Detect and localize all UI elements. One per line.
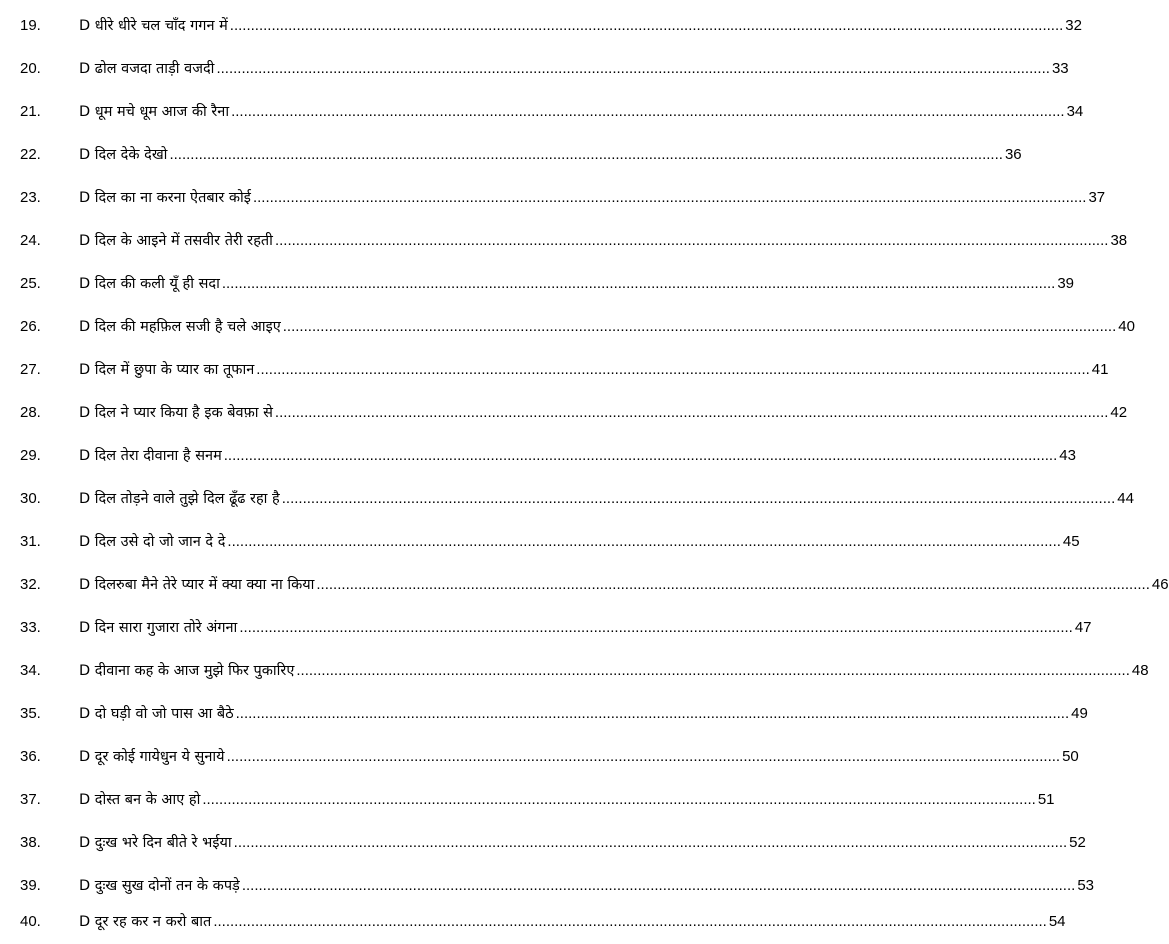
song-title: D धूम मचे धूम आज की रैना	[79, 104, 230, 120]
entry-number: 27.	[20, 361, 41, 378]
song-title: D दूर कोई गायेधुन ये सुनाये	[79, 749, 225, 765]
toc-entry	[79, 103, 1084, 121]
toc-entry	[79, 834, 1086, 852]
dot-leader: ........................................................................................................................................................................................................	[226, 748, 1061, 765]
toc-row	[0, 691, 1088, 734]
dot-leader: ........................................................................................................................................................................................................	[216, 60, 1050, 77]
toc-row	[0, 132, 1022, 175]
entry-number: 22.	[20, 146, 41, 163]
entry-number: 21.	[20, 103, 41, 120]
song-title: D दिल की महफ़िल सजी है चले आइए	[79, 319, 281, 335]
song-title: D दिल के आइने में तसवीर तेरी रहती	[79, 233, 273, 249]
song-title: D दिल उसे दो जो जान दे दे	[79, 534, 226, 550]
page-number: 47	[1074, 619, 1092, 636]
entry-number: 37.	[20, 791, 41, 808]
toc-entry	[79, 748, 1079, 766]
song-title: D दिल तोड़ने वाले तुझे दिल ढूँढ रहा है	[79, 491, 280, 507]
page-number: 37	[1088, 189, 1106, 206]
toc-row	[0, 347, 1109, 390]
song-title: D दिल का ना करना ऐतबार कोई	[79, 190, 251, 206]
dot-leader: ........................................................................................................................................................................................................	[239, 619, 1073, 636]
toc-row	[0, 390, 1128, 433]
toc-entry	[79, 404, 1128, 422]
toc-entry	[79, 361, 1109, 379]
entry-number: 34.	[20, 662, 41, 679]
entry-number: 29.	[20, 447, 41, 464]
page-number: 52	[1069, 834, 1086, 851]
song-title: D दूर रह कर न करो बात	[79, 914, 212, 930]
toc-row	[0, 820, 1086, 863]
entry-number: 24.	[20, 232, 41, 249]
dot-leader: ........................................................................................................................................................................................................	[235, 705, 1070, 722]
entry-number: 25.	[20, 275, 41, 292]
toc-entry	[79, 619, 1092, 637]
page-number: 48	[1131, 662, 1149, 679]
toc-entry	[79, 447, 1076, 465]
page-number: 49	[1071, 705, 1088, 722]
entry-number: 36.	[20, 748, 41, 765]
song-title: D दिल तेरा दीवाना है सनम	[79, 448, 222, 464]
song-title: D दुःख सुख दोनों तन के कपड़े	[79, 878, 240, 894]
toc-row	[0, 3, 1082, 46]
dot-leader: ........................................................................................................................................................................................................	[202, 791, 1036, 808]
song-title: D ढोल वजदा ताड़ी वजदी	[79, 61, 215, 77]
toc-entry	[79, 662, 1149, 680]
toc-entry	[79, 877, 1094, 895]
song-title: D धीरे धीरे चल चाँद गगन में	[79, 18, 228, 34]
song-title: D दिल देके देखो	[79, 147, 168, 163]
dot-leader: ........................................................................................................................................................................................................	[274, 404, 1109, 421]
page-number: 53	[1077, 877, 1094, 894]
dot-leader: ........................................................................................................................................................................................................	[221, 275, 1056, 292]
page-number: 45	[1062, 533, 1080, 550]
dot-leader: ........................................................................................................................................................................................................	[227, 533, 1061, 550]
page-number: 54	[1048, 913, 1066, 930]
page-number: 34	[1066, 103, 1084, 120]
entry-number: 23.	[20, 189, 41, 206]
page-number: 32	[1065, 17, 1082, 34]
dot-leader: ........................................................................................................................................................................................................	[231, 103, 1065, 120]
dot-leader: ........................................................................................................................................................................................................	[213, 913, 1047, 930]
dot-leader: ........................................................................................................................................................................................................	[241, 877, 1076, 894]
toc-entry	[79, 533, 1080, 551]
toc-entry	[79, 705, 1088, 723]
entry-number: 28.	[20, 404, 41, 421]
toc-entry	[79, 913, 1066, 931]
toc-row	[0, 433, 1076, 476]
toc-row	[0, 777, 1055, 820]
page-number: 36	[1004, 146, 1022, 163]
toc-entry	[79, 576, 1169, 594]
song-title: D दीवाना कह के आज मुझे फिर पुकारिए	[79, 663, 295, 679]
dot-leader: ........................................................................................................................................................................................................	[282, 318, 1117, 335]
toc-entry	[79, 791, 1055, 809]
toc-row	[0, 562, 1169, 605]
page-number: 46	[1151, 576, 1169, 593]
entry-number: 30.	[20, 490, 41, 507]
page-number: 33	[1051, 60, 1069, 77]
song-title: D दुःख भरे दिन बीते रे भईया	[79, 835, 232, 851]
dot-leader: ........................................................................................................................................................................................................	[296, 662, 1130, 679]
dot-leader: ........................................................................................................................................................................................................	[223, 447, 1058, 464]
toc-row	[0, 89, 1084, 132]
entry-number: 33.	[20, 619, 41, 636]
song-title: D दिल में छुपा के प्यार का तूफान	[79, 362, 255, 378]
entry-number: 39.	[20, 877, 41, 894]
entry-number: 26.	[20, 318, 41, 335]
page-number: 39	[1057, 275, 1075, 292]
toc-entry	[79, 17, 1082, 35]
toc-row	[0, 304, 1135, 347]
entry-number: 32.	[20, 576, 41, 593]
entry-number: 31.	[20, 533, 41, 550]
toc-entry	[79, 232, 1128, 250]
toc-row	[0, 734, 1079, 777]
song-title: D दो घड़ी वो जो पास आ बैठे	[79, 706, 234, 722]
toc-row	[0, 519, 1080, 562]
entry-number: 20.	[20, 60, 41, 77]
toc-row	[0, 218, 1128, 261]
page-number: 42	[1110, 404, 1128, 421]
toc-row	[0, 175, 1106, 218]
song-title: D दिन सारा गुजारा तोरे अंगना	[79, 620, 238, 636]
page-number: 43	[1059, 447, 1076, 464]
page-number: 38	[1110, 232, 1128, 249]
entry-number: 35.	[20, 705, 41, 722]
toc-row	[0, 261, 1075, 304]
dot-leader: ........................................................................................................................................................................................................	[316, 576, 1150, 593]
song-title: D दिलरुबा मैने तेरे प्यार में क्या क्या ना किया	[79, 577, 315, 593]
entry-number: 38.	[20, 834, 41, 851]
toc-row	[0, 476, 1134, 519]
toc-row	[0, 605, 1092, 648]
song-title: D दोस्त बन के आए हो	[79, 792, 201, 808]
dot-leader: ........................................................................................................................................................................................................	[281, 490, 1116, 507]
song-title: D दिल की कली यूँ ही सदा	[79, 276, 220, 292]
toc-entry	[79, 490, 1134, 508]
dot-leader: ........................................................................................................................................................................................................	[169, 146, 1003, 163]
page-number: 50	[1062, 748, 1079, 765]
toc-row	[0, 648, 1149, 691]
dot-leader: ........................................................................................................................................................................................................	[233, 834, 1068, 851]
page-number: 40	[1118, 318, 1135, 335]
toc-row	[0, 46, 1069, 89]
toc-entry	[79, 318, 1135, 336]
toc-row	[0, 899, 1066, 942]
dot-leader: ........................................................................................................................................................................................................	[229, 17, 1064, 34]
toc-entry	[79, 60, 1069, 78]
page-number: 41	[1091, 361, 1109, 378]
toc-entry	[79, 189, 1106, 207]
toc-entry	[79, 275, 1075, 293]
page-number: 51	[1037, 791, 1055, 808]
dot-leader: ........................................................................................................................................................................................................	[256, 361, 1090, 378]
dot-leader: ........................................................................................................................................................................................................	[274, 232, 1109, 249]
song-title: D दिल ने प्यार किया है इक बेवफ़ा से	[79, 405, 273, 421]
page-number: 44	[1117, 490, 1134, 507]
toc-entry	[79, 146, 1022, 164]
dot-leader: ........................................................................................................................................................................................................	[252, 189, 1087, 206]
entry-number: 40.	[20, 913, 41, 930]
entry-number: 19.	[20, 17, 41, 34]
